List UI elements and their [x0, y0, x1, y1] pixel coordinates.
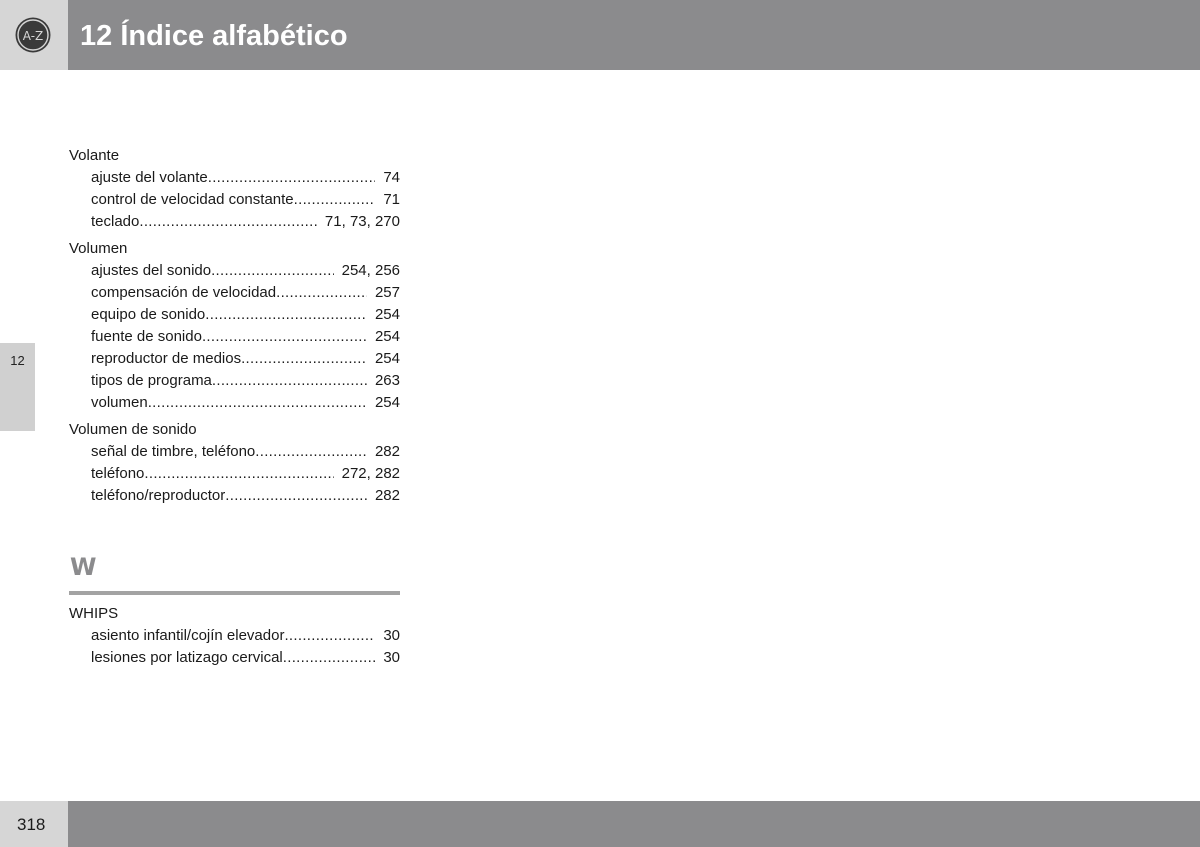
subentry-text: lesiones por latizago cervical	[91, 649, 283, 666]
dot-leader	[202, 326, 367, 348]
index-subentry	[69, 370, 400, 392]
subentry-text: teclado	[91, 213, 140, 230]
dot-leader	[241, 348, 367, 370]
subentry-pages: 254	[374, 306, 400, 323]
subentry-pages: 74	[383, 169, 400, 186]
subentry-text: tipos de programa	[91, 372, 212, 389]
index-subentry	[69, 326, 400, 348]
a-z-index-icon	[14, 16, 52, 54]
subentry-text: teléfono/reproductor	[91, 487, 226, 504]
dot-leader	[148, 392, 367, 414]
page-number: 318	[17, 815, 46, 834]
index-subentry	[69, 441, 400, 463]
section-letter: W	[70, 553, 97, 581]
index-subentry	[69, 260, 400, 282]
dot-leader	[208, 167, 376, 189]
dot-leader	[225, 485, 367, 507]
index-subentry	[69, 485, 400, 507]
index-subentry	[69, 625, 400, 647]
index-subentry	[69, 348, 400, 370]
chapter-tab-label: 12	[10, 353, 25, 368]
index-subentry	[69, 282, 400, 304]
index-subentry	[69, 189, 400, 211]
header-icon-box	[0, 0, 68, 70]
subentry-text: ajuste del volante	[91, 169, 208, 186]
index-group-whips	[69, 603, 400, 669]
subentry-pages: 272, 282	[341, 465, 400, 482]
subentry-pages: 254	[374, 350, 400, 367]
subentry-text: ajustes del sonido	[91, 262, 212, 279]
subentry-text: asiento infantil/cojín elevador	[91, 627, 285, 644]
footer-page-box	[0, 801, 68, 847]
dot-leader	[139, 211, 317, 233]
index-subentry	[69, 167, 400, 189]
dot-leader	[283, 647, 376, 669]
subentry-pages: 71	[383, 191, 400, 208]
subentry-text: fuente de sonido	[91, 328, 202, 345]
index-subentry	[69, 392, 400, 414]
subentry-pages: 282	[374, 443, 400, 460]
a-z-badge-text: A-Z	[22, 29, 44, 43]
subentry-text: teléfono	[91, 465, 145, 482]
chapter-tab	[0, 343, 35, 431]
dot-leader	[205, 304, 367, 326]
dot-leader	[144, 463, 333, 485]
index-subentry	[69, 647, 400, 669]
subentry-pages: 282	[374, 487, 400, 504]
index-subentry	[69, 211, 400, 233]
subentry-pages: 254	[374, 394, 400, 411]
subentry-text: volumen	[91, 394, 148, 411]
index-group-volumen-de-sonido	[69, 419, 400, 507]
index-subentry	[69, 463, 400, 485]
index-term: Volante	[69, 147, 120, 164]
dot-leader	[284, 625, 375, 647]
header-bar	[68, 0, 1200, 70]
subentry-text: compensación de velocidad	[91, 284, 277, 301]
index-term: Volumen	[69, 240, 128, 257]
subentry-text: equipo de sonido	[91, 306, 206, 323]
dot-leader	[276, 282, 367, 304]
index-section-w	[69, 553, 400, 669]
subentry-pages: 30	[383, 649, 400, 666]
dot-leader	[294, 189, 376, 211]
index-group-volante	[69, 145, 400, 233]
index-term: Volumen de sonido	[69, 421, 197, 438]
subentry-pages: 257	[374, 284, 400, 301]
subentry-pages: 254, 256	[341, 262, 400, 279]
subentry-text: reproductor de medios	[91, 350, 242, 367]
subentry-pages: 263	[374, 372, 400, 389]
subentry-text: señal de timbre, teléfono	[91, 443, 256, 460]
subentry-pages: 71, 73, 270	[324, 213, 400, 230]
subentry-text: control de velocidad constante	[91, 191, 294, 208]
section-divider	[69, 591, 400, 595]
subentry-pages: 254	[374, 328, 400, 345]
index-group-volumen	[69, 238, 400, 414]
index-column	[69, 145, 400, 669]
footer-bar	[68, 801, 1200, 847]
index-subentry	[69, 304, 400, 326]
subentry-pages: 30	[383, 627, 400, 644]
dot-leader	[211, 260, 334, 282]
page-title: 12 Índice alfabético	[80, 20, 348, 52]
index-term: WHIPS	[69, 605, 119, 622]
dot-leader	[255, 441, 367, 463]
dot-leader	[212, 370, 367, 392]
